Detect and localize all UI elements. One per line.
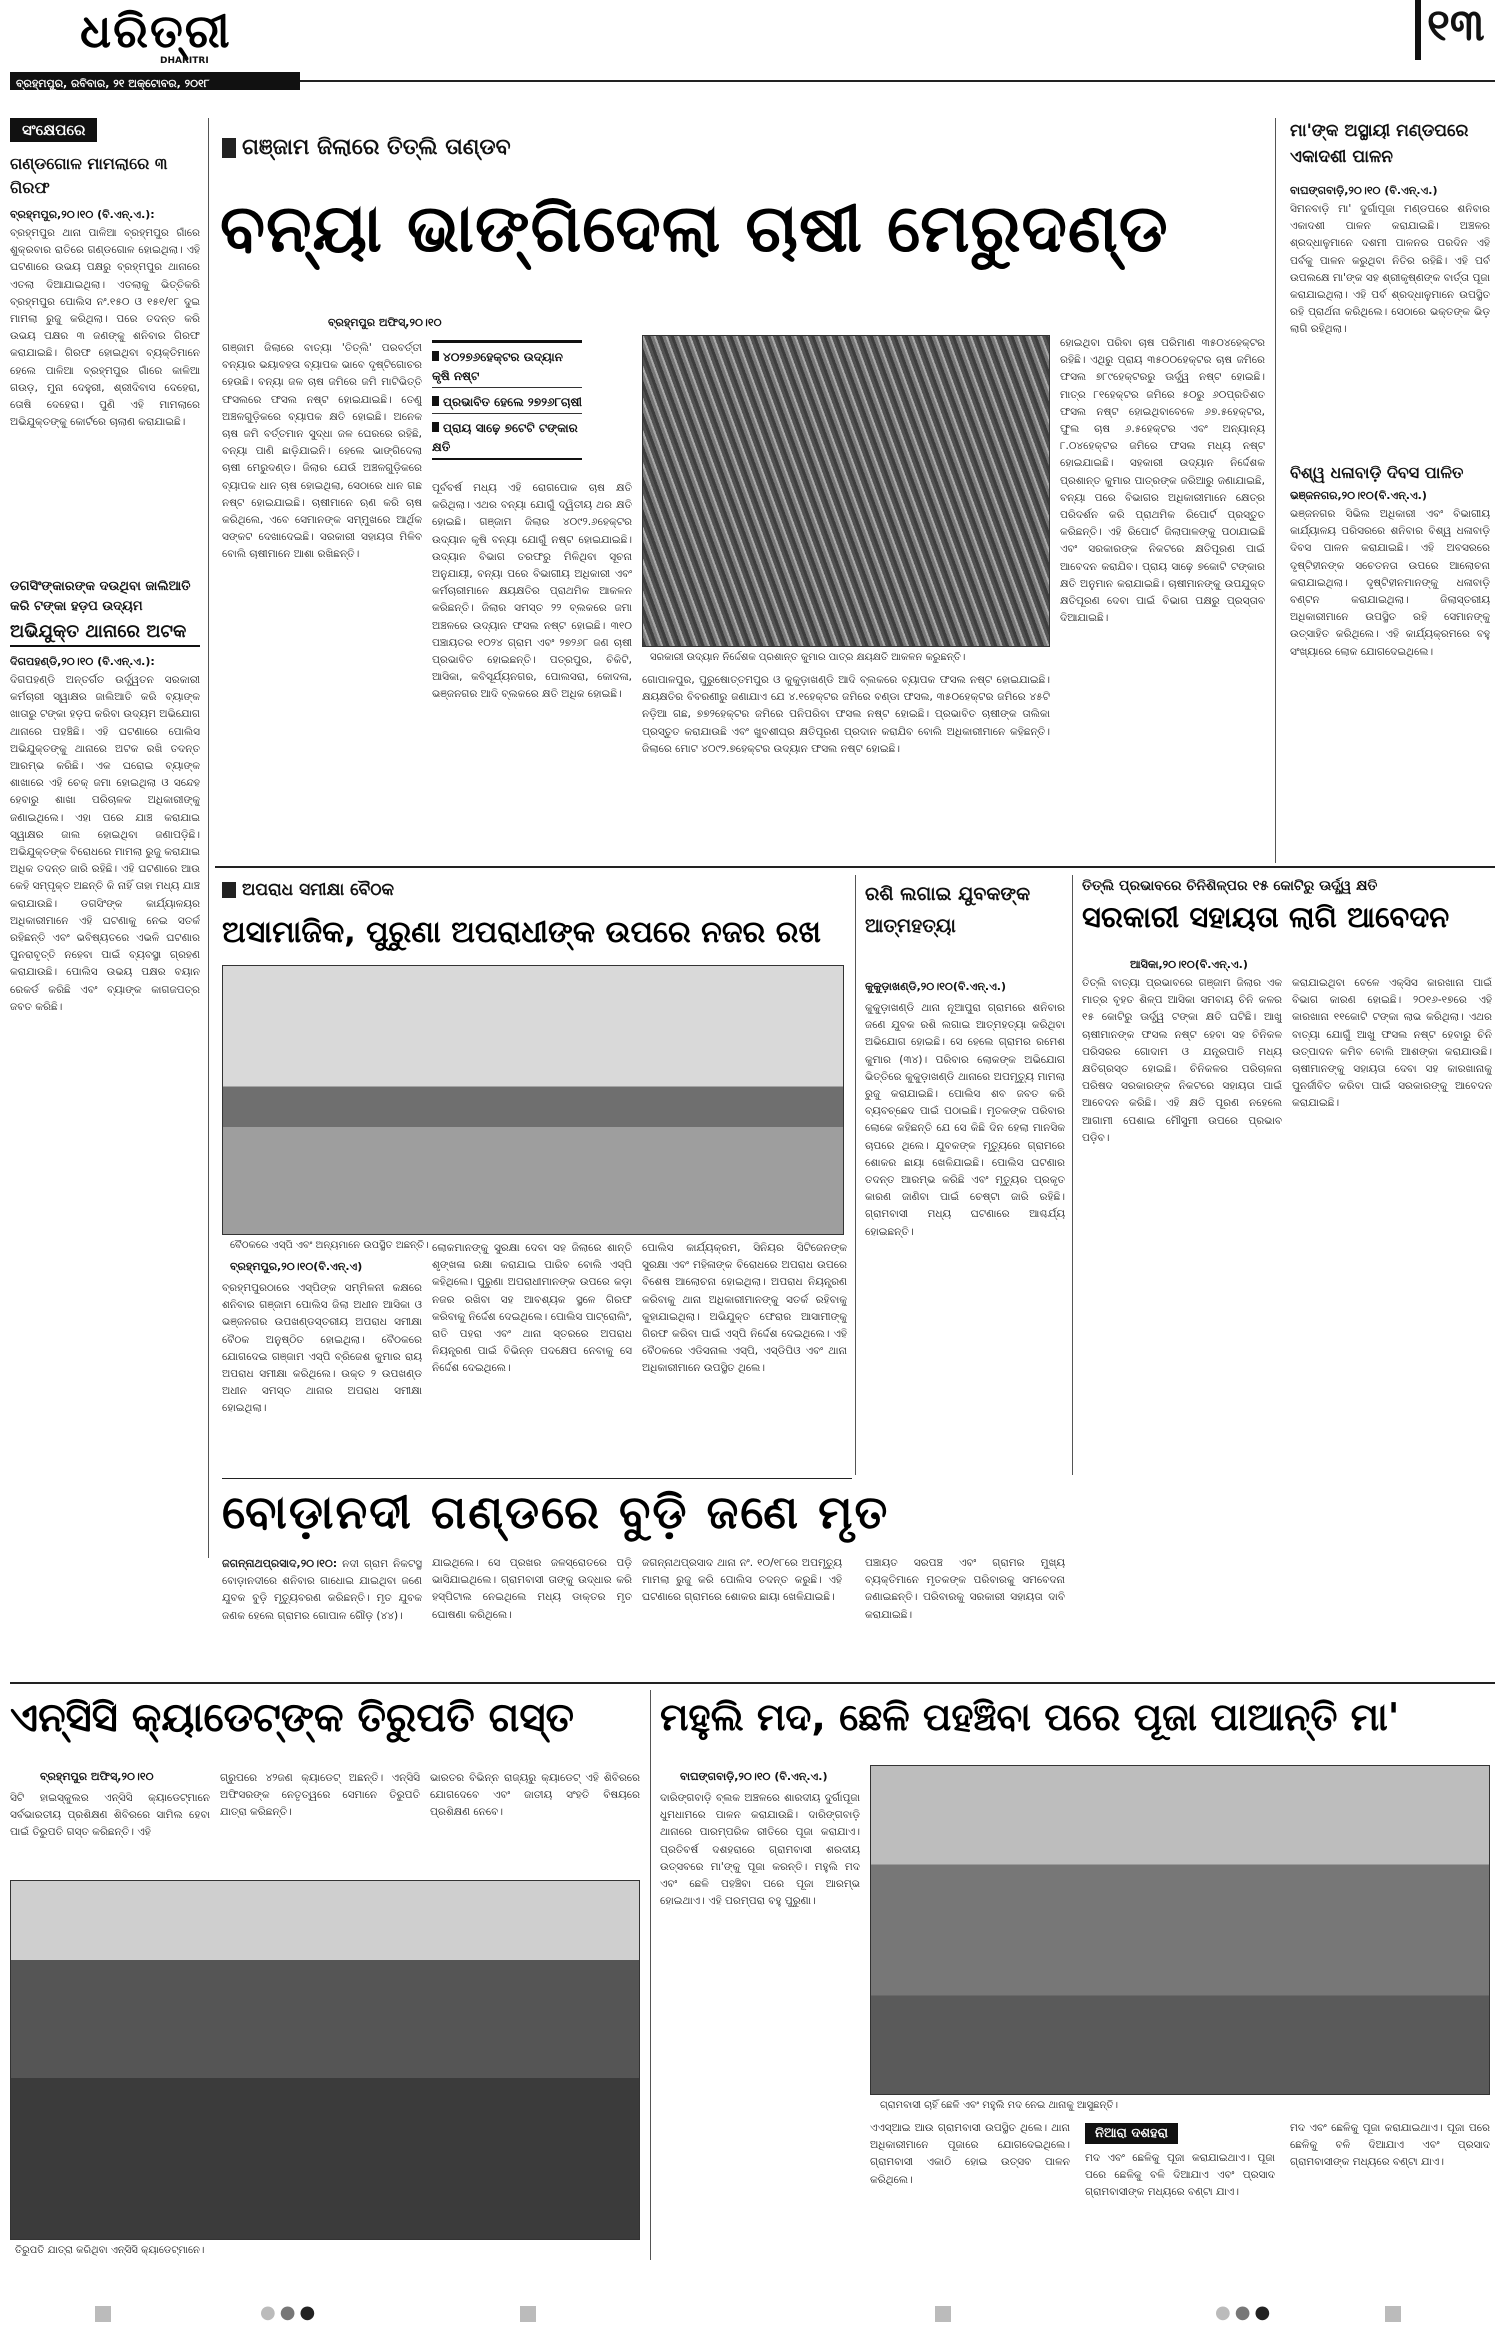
brief-item2-body: ଦିଗପହଣ୍ଡି ଅନ୍ତର୍ଗତ ଉର୍ଦ୍ଧ୍ୱତନ ସରକାରୀ କର୍ମଚାରୀ ସ୍ୱାକ୍ଷର ଜାଲିଆତି କରି ବ୍ୟାଙ୍କ ଖାତାରୁ ଟଙ୍କା ହଡ଼ପ କରିବା ଉଦ୍ୟମ ଅଭିଯୋଗ ଥାନାରେ ପହଞ୍ଚିଛି। ଏହି ଘଟଣାରେ ପୋଲିସ ଅଭିଯୁକ୍ତଙ୍କୁ ଥାନାରେ ଅଟକ ରଖି ତଦନ୍ତ ଆରମ୍ଭ କରିଛି। ଏକ ଘରୋଇ ବ୍ୟାଙ୍କ ଶାଖାରେ ଏହି ଚେକ୍ ଜମା ହୋଇଥିଲା ଓ ସନ୍ଦେହ ହେବାରୁ ଶାଖା ପରିଚାଳକ ଅଧିକାରୀଙ୍କୁ ଜଣାଇଥିଲେ। ଏହା ପରେ ଯାଞ୍ଚ କରାଯାଇ ସ୍ୱାକ୍ଷର ଜାଲ ହୋଇଥିବା ଜଣାପଡ଼ିଛି। ଅଭିଯୁକ୍ତଙ୍କ ବିରୋଧରେ ମାମଲା ରୁଜୁ କରାଯାଇ ଅଧିକ ତଦନ୍ତ ଜାରି ରହିଛି। ଏହି ଘଟଣାରେ ଆଉ କେହି ସମ୍ପୃକ୍ତ ଅଛନ୍ତି କି ନାହିଁ ତାହା ମଧ୍ୟ ଯାଞ୍ଚ କରାଯାଉଛି। ଡଗସିଂଙ୍କ କାର୍ଯ୍ୟାଳୟର ଅଧିକାରୀମାନେ ଏହି ଘଟଣାକୁ ନେଇ ସତର୍କ ରହିଛନ୍ତି ଏବଂ ଭବିଷ୍ୟତରେ ଏଭଳି ଘଟଣାର ପୁନରାବୃତ୍ତି ନହେବା ପାଇଁ ବ୍ୟବସ୍ଥା ଗ୍ରହଣ କରାଯାଉଛି। ପୋଲିସ ଉଭୟ ପକ୍ଷର ବୟାନ ରେକର୍ଡ କରିଛି ଏବଂ ବ୍ୟାଙ୍କ କାଗଜପତ୍ର ଜବତ କରିଛି। <box>10 674 200 1013</box>
footer-registration-marks-1 <box>260 2302 319 2323</box>
puja-tag-box <box>1085 2122 1178 2144</box>
puja-col1: ଦାରିଙ୍ଗବାଡ଼ି ବ୍ଲକ ଅଞ୍ଚଳରେ ଶାରଦୀୟ ଦୁର୍ଗାପୂଜା ଧୁମଧାମରେ ପାଳନ କରାଯାଉଛି। ଦାରିଙ୍ଗବାଡ଼ି ଥାନାରେ ପାରମ୍ପରିକ ରୀତିରେ ପୂଜା କରାଯାଏ। ପ୍ରତିବର୍ଷ ଦଶହରାରେ ଗ୍ରାମବାସୀ ଶରଦୀୟ ଉତ୍ସବରେ ମା'ଙ୍କୁ ପୂଜା କରନ୍ତି। ମହୁଲି ମଦ ଏବଂ ଛେଳି ପହଞ୍ଚିବା ପରେ ପୂଜା ଆରମ୍ଭ ହୋଇଥାଏ। ଏହି ପରମ୍ପରା ବହୁ ପୁରୁଣା। <box>660 1792 860 1908</box>
lead-kicker <box>222 135 511 160</box>
lead-photo-caption: ସରକାରୀ ଉଦ୍ୟାନ ନିର୍ଦ୍ଦେଶକ ପ୍ରଶାନ୍ତ କୁମାର ପାତ୍ର କ୍ଷୟକ୍ଷତି ଆକଳନ କରୁଛନ୍ତି। <box>650 652 966 663</box>
aid-kicker: ତିତ୍‌ଲି ପ୍ରଭାବରେ ଚିନିଶିଳ୍ପର ୧୫ କୋଟିରୁ ଊର୍ଦ୍ଧ୍ୱ କ୍ଷତି <box>1082 878 1378 894</box>
brief-divider <box>208 118 209 1558</box>
masthead <box>0 0 1500 90</box>
registration-mark-icon: ● <box>299 2302 320 2323</box>
right-top-body: ସିମନବାଡ଼ି ମା' ଦୁର୍ଗାପୂଜା ମଣ୍ଡପରେ ଶନିବାର ଏକାଦଶୀ ପାଳନ କରାଯାଇଛି। ଅଞ୍ଚଳର ଶ୍ରଦ୍ଧାଳୁମାନେ ଦଶମୀ ପାଳନର ପରଦିନ ଏହି ପର୍ବକୁ ପାଳନ କରୁଥିବା ନିତିର ରହିଛି। ଏହି ପର୍ବ ଉପଲକ୍ଷେ ମା'ଙ୍କ ସହ ଶ୍ରୀକୃଷ୍ଣଙ୍କ ବାର୍ତ୍ତା ପୂଜା କରାଯାଇଥିଲା। ଏହି ପର୍ବ ଶ୍ରଦ୍ଧାଳୁମାନେ ଉପସ୍ଥିତ ରହି ପ୍ରାର୍ଥନା କରିଥିଲେ। ସେଠାରେ ଭକ୍ତଙ୍କ ଭିଡ଼ ଲାଗି ରହିଥିଲା। <box>1290 203 1490 336</box>
lead-stat-2-text: ପ୍ରଭାବିତ ହେଲେ ୨୭୨୬୮ଚାଷୀ <box>443 395 582 409</box>
stat-bullet-icon <box>432 351 439 361</box>
registration-mark-icon: ● <box>260 2302 280 2323</box>
crime-photo <box>222 965 844 1235</box>
drown-col1-text: ନଦୀ ଗ୍ରାମ ନିକଟସ୍ଥ ବୋଡ଼ାନଦୀରେ ଶନିବାର ଗାଧୋଇ ଯାଇଥିବା ଜଣେ ଯୁବକ ବୁଡ଼ି ମୃତ୍ୟୁବରଣ କରିଛନ୍ତି। ମୃତ ଯୁବକ ଜଣକ ହେଲେ ଗ୍ରାମର ଗୋପାଳ ଗୌଡ଼ (୪୪)। <box>222 1558 422 1622</box>
page-number: ୧୩ <box>1427 0 1485 51</box>
aid-headline: ସରକାରୀ ସହାୟତା ଲାଗି ଆବେଦନ <box>1082 900 1450 934</box>
crime-col1: ବ୍ରହ୍ମପୁରଠାରେ ଏସ୍‌ପିଙ୍କ ସମ୍ମିଳନୀ କକ୍ଷରେ ଶନିବାର ଗଞ୍ଜାମ ପୋଲିସ ଜିଲା ଅଧୀନ ଆସିକା ଓ ଭଞ୍ଜନଗର ଉପଖଣ୍ଡସ୍ତରୀୟ ଅପରାଧ ସମୀକ୍ଷା ବୈଠକ ଅନୁଷ୍ଠିତ ହୋଇଥିଲା। ବୈଠକରେ ଯୋଗଦେଇ ଗଞ୍ଜାମ ଏସ୍‌ପି ବ୍ରିଜେଶ କୁମାର ରାୟ ଅପରାଧ ସମୀକ୍ଷା କରିଥିଲେ। ଉକ୍ତ ୨ ଉପଖଣ୍ଡ ଅଧୀନ ସମସ୍ତ ଥାନାର ଅପରାଧ ସମୀକ୍ଷା ହୋଇଥିଲା। <box>222 1282 422 1415</box>
puja-photo <box>870 1765 1490 2095</box>
footer-gray-block-1 <box>95 2306 111 2322</box>
aid-col1: ତିତ୍‌ଲି ବାତ୍ୟା ପ୍ରଭାବରେ ଗଞ୍ଜାମ ଜିଲାର ଏକ ମାତ୍ର ବୃହତ ଶିଳ୍ପ ଆସିକା ସମବାୟ ଚିନି କଳର ୧୫ କୋଟିରୁ ଊର୍ଦ୍ଧ୍ୱ ଟଙ୍କା କ୍ଷତି ଘଟିଛି। ଆଖୁ ଚାଷୀମାନଙ୍କ ଫସଲ ନଷ୍ଟ ହେବା ସହ ଚିନିକଳ ପରିସରର ଗୋଦାମ ଓ ଯନ୍ତ୍ରପାତି ମଧ୍ୟ କ୍ଷତିଗ୍ରସ୍ତ ହୋଇଛି। ଚିନିକଳର ପରିଚାଳନା ପରିଷଦ ସରକାରଙ୍କ ନିକଟରେ ସହାୟତା ପାଇଁ ଆବେଦନ କରିଛି। ଏହି କ୍ଷତି ପୂରଣ ନହେଲେ ଆଗାମୀ ପେଶାଇ ମୌସୁମୀ ଉପରେ ପ୍ରଭାବ ପଡ଼ିବ। <box>1082 977 1282 1144</box>
registration-mark-icon: ● <box>1215 2302 1235 2323</box>
masthead-logo-sub: DHARITRI <box>160 56 209 66</box>
aid-dateline: ଆସିକା,୨୦।୧୦(ବି.ଏନ୍.ଏ.) <box>1130 958 1248 971</box>
kicker-bullet-icon <box>222 882 236 898</box>
lead-col3: ଗୋପାଳପୁର, ପୁରୁଷୋତ୍ତମପୁର ଓ କୁକୁଡ଼ାଖଣ୍ଡି ଆଦି ବ୍ଲକରେ ବ୍ୟାପକ ଫସଲ ନଷ୍ଟ ହୋଇଯାଇଛି। କ୍ଷୟକ୍ଷତିର ବିବରଣୀରୁ ଜଣାଯାଏ ଯେ ୪.୧ହେକ୍ଟର ଜମିରେ ବଣ୍ଡା ଫସଲ, ୩୫୦ହେକ୍ଟର ଜମିରେ ୪୫ଟି ନଡ଼ିଆ ଗଛ, ୭୭୨ହେକ୍ଟର ଜମିରେ ପନିପରିବା ଫସଲ ନଷ୍ଟ ହୋଇଛି। ପ୍ରଭାବିତ ଚାଷୀଙ୍କ ତାଲିକା ପ୍ରସ୍ତୁତ କରାଯାଉଛି ଏବଂ ଖୁବଶୀଘ୍ର କ୍ଷତିପୂରଣ ପ୍ରଦାନ କରାଯିବ ବୋଲି ଅଧିକାରୀମାନେ କହିଛନ୍ତି। ଜିଲାରେ ମୋଟ ୪୦୯୨.୭ହେକ୍ଟର ଉଦ୍ୟାନ ଫସଲ ନଷ୍ଟ ହୋଇଛି। <box>642 674 1050 755</box>
masthead-logo: ଧରିତ୍ରୀ <box>80 4 232 58</box>
right-top-item2-headline: ବିଶ୍ୱ ଧଳାବାଡ଼ି ଦିବସ ପାଳିତ <box>1290 463 1464 482</box>
right-divider <box>1275 118 1276 863</box>
lead-stat-3-text: ପ୍ରାୟ ସାଢ଼େ ୭ଟେଟି ଟଙ୍କାର କ୍ଷତି <box>432 421 578 454</box>
suicide-headline: ରଶି ଲଗାଇ ଯୁବକଙ୍କ ଆତ୍ମହତ୍ୟା <box>865 883 1031 937</box>
section-tag-brief: ସଂକ୍ଷେପରେ <box>10 118 97 142</box>
puja-photo-caption: ଗ୍ରାମବାସୀ ଚାହିଁ ଛେଳି ଏବଂ ମହୁଲି ମଦ ନେଇ ଥାନାକୁ ଆସୁଛନ୍ତି। <box>880 2100 1118 2111</box>
drown-col3: ଜଗନ୍ନାଥପ୍ରସାଦ ଥାନା ନଂ. ୧୦/୧୮ରେ ଅପମୃତ୍ୟୁ ମାମଲା ରୁଜୁ କରି ପୋଲିସ ତଦନ୍ତ କରୁଛି। ଏହି ଘଟଣାରେ ଗ୍ରାମରେ ଶୋକର ଛାୟା ଖେଳିଯାଇଛି। <box>642 1557 842 1604</box>
suicide-dateline: କୁକୁଡ଼ାଖଣ୍ଡି,୨୦।୧୦(ବି.ଏନ୍.ଏ.) <box>865 980 1007 993</box>
right-top-dateline: ବାଘଙ୍ଗବାଡ଼ି,୨୦।୧୦ (ବି.ଏନ୍.ଏ.) <box>1290 184 1438 197</box>
drown-dateline: ଜଗନ୍ନାଥପ୍ରସାଦ,୨୦।୧୦: <box>222 1557 338 1570</box>
puja-headline: ମହୁଲି ମଦ, ଛେଳି ପହଞ୍ଚିବା ପରେ ପୂଜା ପାଆନ୍ତି ମା' <box>660 1695 1400 1739</box>
brief-item2-kicker: ଡଗସିଂଙ୍କାରଙ୍କ ଦଉଥିବା ଜାଲିଆତି କରି ଟଙ୍କା ହଡ଼ପ ଉଦ୍ୟମ <box>10 579 191 614</box>
footer-gray-block-4 <box>1385 2306 1401 2322</box>
masthead-rule <box>300 80 1495 82</box>
footer-registration-marks-2 <box>1215 2302 1274 2323</box>
section-rule-2 <box>222 1478 852 1479</box>
footer-gray-block-2 <box>520 2306 536 2322</box>
right-top-item2-body: ଭଞ୍ଜନଗର ସିଭିଲ ଅଧିକାରୀ ଏବଂ ବିଭାଗୀୟ କାର୍ଯ୍ୟାଳୟ ପରିସରରେ ଶନିବାର ବିଶ୍ୱ ଧଳାବାଡ଼ି ଦିବସ ପାଳନ କରାଯାଇଛି। ଏହି ଅବସରରେ ଦୃଷ୍ଟିହୀନଙ୍କ ସଚେତନତା ଉପରେ ଆଲୋଚନା କରାଯାଇଥିଲା। ଦୃଷ୍ଟିହୀନମାନଙ୍କୁ ଧଳାବାଡ଼ି ବଣ୍ଟନ କରାଯାଇଥିଲା। ଜିଲାସ୍ତରୀୟ ଅଧିକାରୀମାନେ ଉପସ୍ଥିତ ରହି ସେମାନଙ୍କୁ ଉତ୍ସାହିତ କରିଥିଲେ। ଏହି କାର୍ଯ୍ୟକ୍ରମରେ ବହୁ ସଂଖ୍ୟାରେ ଲୋକ ଯୋଗଦେଇଥିଲେ। <box>1290 508 1490 658</box>
crime-col3: ପୋଲିସ କାର୍ଯ୍ୟକ୍ରମ, ସିନିୟର ସିଟିଜେନଙ୍କ ସୁରକ୍ଷା ଏବଂ ମହିଳାଙ୍କ ବିରୋଧରେ ଅପରାଧ ଉପରେ ବିଶେଷ ଆଲୋଚନା ହୋଇଥିଲା। ଅପରାଧ ନିୟନ୍ତ୍ରଣ କରିବାକୁ ଥାନା ଅଧିକାରୀମାନଙ୍କୁ ସତର୍କ ରହିବାକୁ କୁହାଯାଇଥିଲା। ଅଭିଯୁକ୍ତ ଫେରାର ଆସାମୀଙ୍କୁ ଗିରଫ କରିବା ପାଇଁ ଏସ୍‌ପି ନିର୍ଦ୍ଦେଶ ଦେଇଥିଲେ। ଏହି ବୈଠକରେ ଏଡିସନାଲ ଏସ୍‌ପି, ଏସ୍‌ଡିପିଓ ଏବଂ ଥାନା ଅଧିକାରୀମାନେ ଉପସ୍ଥିତ ଥିଲେ। <box>642 1242 847 1375</box>
lead-stat-2 <box>432 388 582 414</box>
lead-stat-1 <box>432 343 582 388</box>
lead-headline: ବନ୍ୟା ଭାଙ୍ଗିଦେଲା ଚାଷୀ ମେରୁଦଣ୍ଡ <box>220 190 1169 267</box>
ncc-headline: ଏନ୍‌ସିସି କ୍ୟାଡେଟ୍‌ଙ୍କ ତିରୁପତି ଗସ୍ତ <box>10 1695 574 1741</box>
lead-stat-1-text: ୪୦୨୭୬ହେକ୍ଟର ଉଦ୍ୟାନ କୃଷି ନଷ୍ଟ <box>432 350 563 383</box>
brief-column <box>10 118 200 1418</box>
lead-stat-3 <box>432 414 582 460</box>
crime-dateline: ବ୍ରହ୍ମପୁର,୨୦।୧୦(ବି.ଏନ୍.ଏ) <box>230 1260 363 1273</box>
stat-bullet-icon <box>432 396 439 406</box>
drown-col2: ଯାଇଥିଲେ। ସେ ପ୍ରଖର ଜଳସ୍ରୋତରେ ପଡ଼ି ଭାସିଯାଇଥିଲେ। ଗ୍ରାମବାସୀ ତାଙ୍କୁ ଉଦ୍ଧାର କରି ହସ୍ପିଟାଲ ନେଇଥିଲେ ମଧ୍ୟ ଡାକ୍ତର ମୃତ ଘୋଷଣା କରିଥିଲେ। <box>432 1557 632 1621</box>
crime-kicker <box>222 880 394 900</box>
drown-col4: ପଞ୍ଚାୟତ ସରପଞ୍ଚ ଏବଂ ଗ୍ରାମର ମୁଖ୍ୟ ବ୍ୟକ୍ତିମାନେ ମୃତକଙ୍କ ପରିବାରକୁ ସମବେଦନା ଜଣାଇଛନ୍ତି। ପରିବାରକୁ ସରକାରୀ ସହାୟତା ଦାବି କରାଯାଇଛି। <box>865 1557 1065 1621</box>
registration-mark-icon: ● <box>1254 2302 1275 2323</box>
suicide-body: କୁକୁଡ଼ାଖଣ୍ଡି ଥାନା ନୂଆପୁରା ଗ୍ରାମରେ ଶନିବାର ଜଣେ ଯୁବକ ରଶି ଲଗାଇ ଆତ୍ମହତ୍ୟା କରିଥିବା ଅଭିଯୋଗ ହୋଇଛି। ସେ ହେଲେ ଗ୍ରାମର ରମେଶ କୁମାର (୩୪)। ପରିବାର ଲୋକଙ୍କ ଅଭିଯୋଗ ଭିତ୍ତିରେ କୁକୁଡ଼ାଖଣ୍ଡି ଥାନାରେ ଅପମୃତ୍ୟୁ ମାମଲା ରୁଜୁ କରାଯାଇଛି। ପୋଲିସ ଶବ ଜବତ କରି ବ୍ୟବଚ୍ଛେଦ ପାଇଁ ପଠାଇଛି। ମୃତକଙ୍କ ପରିବାର ଲୋକେ କହିଛନ୍ତି ଯେ ସେ କିଛି ଦିନ ହେଲା ମାନସିକ ଚାପରେ ଥିଲେ। ଯୁବକଙ୍କ ମୃତ୍ୟୁରେ ଗ୍ରାମରେ ଶୋକର ଛାୟା ଖେଳିଯାଇଛି। ପୋଲିସ ଘଟଣାର ତଦନ୍ତ ଆରମ୍ଭ କରିଛି ଏବଂ ମୃତ୍ୟୁର ପ୍ରକୃତ କାରଣ ଜାଣିବା ପାଇଁ ଚେଷ୍ଟା ଜାରି ରହିଛି। ଗ୍ରାମବାସୀ ମଧ୍ୟ ଘଟଣାରେ ଆଶ୍ଚର୍ଯ୍ୟ ହୋଇଛନ୍ତି। <box>865 1002 1065 1238</box>
crime-divider <box>855 875 856 1475</box>
drown-col1 <box>222 1555 422 1675</box>
brief-item2-dateline: ଦିଗପହଣ୍ଡି,୨୦।୧୦ (ବି.ଏନ୍.ଏ.): <box>10 655 155 668</box>
crime-kicker-text: ଅପରାଧ ସମୀକ୍ଷା ବୈଠକ <box>242 880 395 900</box>
lead-col4: ହୋଇଥିବା ପରିବା ଚାଷ ପରିମାଣ ୩୫୦୪ହେକ୍ଟର ରହିଛି। ଏଥିରୁ ପ୍ରାୟ ୩୫୦୦ହେକ୍ଟର ଚାଷ ଜମିରେ ଫସଲ ୭୮୯ହେକ୍ଟରରୁ ଊର୍ଦ୍ଧ୍ୱ ନଷ୍ଟ ହୋଇଛି। ମାତ୍ର ୮୧ହେକ୍ଟର ଜମିରେ ୫୦ରୁ ୬୦ପ୍ରତିଶତ ଫସଲ ନଷ୍ଟ ହୋଇଥିବାବେଳେ ୬୭.୫ହେକ୍ଟର, ଫୁଲ ଚାଷ ୬.୫ହେକ୍ଟର ଏବଂ ଅନ୍ୟାନ୍ୟ ୮.୦୪ହେକ୍ଟର ଜମିରେ ଫସଲ ମଧ୍ୟ ନଷ୍ଟ ହୋଇଯାଇଛି। ସହକାରୀ ଉଦ୍ୟାନ ନିର୍ଦ୍ଦେଶକ ପ୍ରଶାନ୍ତ କୁମାର ପାତ୍ରଙ୍କ ଜରିଆରୁ ଜଣାଯାଇଛି, ବନ୍ୟା ପରେ ବିଭାଗର ଅଧିକାରୀମାନେ କ୍ଷେତ୍ର ପରିଦର୍ଶନ କରି ପ୍ରାଥମିକ ରିପୋର୍ଟ ପ୍ରସ୍ତୁତ କରିଛନ୍ତି। ଏହି ରିପୋର୍ଟ ଜିଲାପାଳଙ୍କୁ ପଠାଯାଇଛି ଏବଂ ସରକାରଙ୍କ ନିକଟରେ କ୍ଷତିପୂରଣ ପାଇଁ ଆବେଦନ କରାଯିବ। ପ୍ରାୟ ସାଢ଼େ ୭କୋଟି ଟଙ୍କାର କ୍ଷତି ଅନୁମାନ କରାଯାଇଛି। ଚାଷୀମାନଙ୍କୁ ଉପଯୁକ୍ତ କ୍ଷତିପୂରଣ ଦେବା ପାଇଁ ବିଭାଗ ପକ୍ଷରୁ ପ୍ରସ୍ତାବ ଦିଆଯାଇଛି। <box>1060 337 1265 625</box>
lead-kicker-text: ଗଞ୍ଜାମ ଜିଲାରେ ତିତ୍‌ଲି ତାଣ୍ଡବ <box>242 135 511 160</box>
brief-item1-body: ବ୍ରହ୍ମପୁର ଥାନା ପାଳିଆ ବ୍ରହ୍ମପୁର ଗାଁରେ ଶୁକ୍ରବାର ରାତିରେ ଗଣ୍ଡଗୋଳ ହୋଇଥିଲା। ଏହି ଘଟଣାରେ ଉଭୟ ପକ୍ଷରୁ ବ୍ରହ୍ମପୁର ଥାନାରେ ଏତଲା ଦିଆଯାଇଥିଲା। ଏତଲାକୁ ଭିତ୍ତିକରି ବ୍ରହ୍ମପୁର ପୋଲିସ ନଂ.୧୫୦ ଓ ୧୫୧/୧୮ ଦୁଇ ମାମଲା ରୁଜୁ କରିଥିଲା। ପରେ ତଦନ୍ତ କରି ଉଭୟ ପକ୍ଷର ୩ ଜଣଙ୍କୁ ଶନିବାର ଗିରଫ କରାଯାଇଛି। ଗିରଫ ହୋଇଥିବା ବ୍ୟକ୍ତିମାନେ ହେଲେ ପାଳିଆ ବ୍ରହ୍ମପୁର ଗାଁରେ କାଳିଆ ଗଉଡ଼, ମୁନା ଦେହୁରୀ, ଶ୍ରୀଦିବାସ ଦେହେରା, ତୋଷି ଦେହେରା। ପୁଣି ଏହି ମାମଲାରେ ଅଭିଯୁକ୍ତଙ୍କୁ କୋର୍ଟରେ ଚାଲାଣ କରାଯାଇଛି। <box>10 227 200 429</box>
footer-gray-block-3 <box>935 2306 951 2322</box>
puja-col4: ମଦ ଏବଂ ଛେଳିକୁ ପୂଜା କରାଯାଇଥାଏ। ପୂଜା ପରେ ଛେଳିକୁ ବଳି ଦିଆଯାଏ ଏବଂ ପ୍ରସାଦ ଗ୍ରାମବାସୀଙ୍କ ମଧ୍ୟରେ ବଣ୍ଟା ଯାଏ। <box>1290 2122 1490 2169</box>
ncc-col2: ଗ୍ରୁପରେ ୪୨ଜଣ କ୍ୟାଡେଟ୍ ଅଛନ୍ତି। ଏନ୍‌ସିସି ଅଫିସରଙ୍କ ନେତୃତ୍ୱରେ ସେମାନେ ତିରୁପତି ଯାତ୍ରା କରିଛନ୍ତି। <box>220 1772 420 1819</box>
section-rule-1 <box>215 866 1495 868</box>
lead-col1: ଗଞ୍ଜାମ ଜିଲାରେ ବାତ୍ୟା 'ତିତ୍‌ଲି' ପରବର୍ତ୍ତୀ ବନ୍ୟାର ଭୟାବହତା ବ୍ୟାପକ ଭାବେ ଦୃଷ୍ଟିଗୋଚର ହେଉଛି। ବନ୍ୟା ଜଳ ଚାଷ ଜମିରେ ଜମି ମାଟିଭିତ୍ତି ଫସଲରେ ଫସଲ ନଷ୍ଟ ହୋଇଯାଇଛି। ତେଣୁ ଅଞ୍ଚଳଗୁଡ଼ିକରେ ବ୍ୟାପକ କ୍ଷତି ହୋଇଛି। ଅନେକ ଚାଷ ଜମି ବର୍ତ୍ତମାନ ସୁଦ୍ଧା ଜଳ ଘେରରେ ରହିଛି, ବନ୍ୟା ପାଣି ଛାଡ଼ିଯାଇନି। ହେଲେ ଭାଙ୍ଗିଦେଲା ଚାଷୀ ମେରୁଦଣ୍ଡ। ଜିଲାର ଯେଉଁ ଅଞ୍ଚଳଗୁଡ଼ିକରେ ବ୍ୟାପକ ଧାନ ଚାଷ ହୋଇଥିଲା, ସେଠାରେ ଧାନ ଗଛ ନଷ୍ଟ ହୋଇଯାଇଛି। ଚାଷୀମାନେ ଋଣ କରି ଚାଷ କରିଥିଲେ, ଏବେ ସେମାନଙ୍କ ସମ୍ମୁଖରେ ଆର୍ଥିକ ସଙ୍କଟ ଦେଖାଦେଇଛି। ସରକାରୀ ସହାୟତା ମିଳିବ ବୋଲି ଚାଷୀମାନେ ଆଶା ରଖିଛନ୍ତି। <box>222 342 422 561</box>
section-rule-3 <box>10 1682 1495 1684</box>
right-top-item2-dateline: ଭଞ୍ଜନଗର,୨୦।୧୦(ବି.ଏନ୍.ଏ.) <box>1290 489 1427 502</box>
right-top-headline: ମା'ଙ୍କ ଅସ୍ଥାୟୀ ମଣ୍ଡପରେ ଏକାଦଶୀ ପାଳନ <box>1290 121 1469 167</box>
aid-col2: କରାଯାଇଥିବା ବେଳେ ଏକ୍ସିସ କାରଖାନା ପାଇଁ ବିଭାଗ କାରଣ ହୋଇଛି। ୨୦୧୬-୧୭ରେ ଏହି କାରଖାନା ୧୧କୋଟି ଟଙ୍କା ଲାଭ କରିଥିଲା। ଏଥର ବାତ୍ୟା ଯୋଗୁଁ ଆଖୁ ଫସଲ ନଷ୍ଟ ହେବାରୁ ଚିନି ଉତ୍ପାଦନ କମିବ ବୋଲି ଆଶଙ୍କା କରାଯାଉଛି। ଚାଷୀମାନଙ୍କୁ ସହାୟତା ଦେବା ସହ କାରଖାନାକୁ ପୁନର୍ଜୀବିତ କରିବା ପାଇଁ ସରକାରଙ୍କୁ ଆବେଦନ କରାଯାଇଛି। <box>1292 977 1492 1110</box>
puja-tag: ନିଆରା ଦଶହରା <box>1085 2123 1178 2144</box>
brief-item1-dateline: ବ୍ରହ୍ମପୁର,୨୦।୧୦ (ବି.ଏନ୍.ଏ.): <box>10 208 155 221</box>
ncc-col3: ଭାରତର ବିଭିନ୍ନ ରାଜ୍ୟରୁ କ୍ୟାଡେଟ୍ ଏହି ଶିବିରରେ ଯୋଗଦେବେ ଏବଂ ଜାତୀୟ ସଂହତି ବିଷୟରେ ପ୍ରଶିକ୍ଷଣ ନେବେ। <box>430 1772 640 1819</box>
kicker-bullet-icon <box>222 138 236 158</box>
registration-mark-icon: ● <box>279 2302 300 2323</box>
drown-headline: ବୋଡ଼ାନଦୀ ଗଣ୍ଡରେ ବୁଡ଼ି ଜଣେ ମୃତ <box>222 1485 890 1539</box>
lead-dateline: ବ୍ରହ୍ମପୁର ଅଫିସ୍,୨୦।୧୦ <box>328 316 442 329</box>
crime-headline: ଅସାମାଜିକ, ପୁରୁଣା ଅପରାଧୀଙ୍କ ଉପରେ ନଜର ରଖ <box>222 915 821 950</box>
puja-col2: ଏଏସ୍‌ଆଇ ଆଉ ଗ୍ରାମବାସୀ ଉପସ୍ଥିତ ଥିଲେ। ଥାନା ଅଧିକାରୀମାନେ ପୂଜାରେ ଯୋଗଦେଇଥିଲେ। ଗ୍ରାମବାସୀ ଏକାଠି ହୋଇ ଉତ୍ସବ ପାଳନ କରିଥିଲେ। <box>870 2122 1070 2186</box>
lead-stats-box <box>432 340 582 475</box>
puja-col3: ମଦ ଏବଂ ଛେଳିକୁ ପୂଜା କରାଯାଇଥାଏ। ପୂଜା ପରେ ଛେଳିକୁ ବଳି ଦିଆଯାଏ ଏବଂ ପ୍ରସାଦ ଗ୍ରାମବାସୀଙ୍କ ମଧ୍ୟରେ ବଣ୍ଟା ଯାଏ। <box>1085 2152 1275 2199</box>
lead-col2: ପୂର୍ବବର୍ଷ ମଧ୍ୟ ଏହି ରୋଗପୋକ ଚାଷ କ୍ଷତି କରିଥିଲା। ଏଥର ବନ୍ୟା ଯୋଗୁଁ ଦ୍ୱିତୀୟ ଥର କ୍ଷତି ହୋଇଛି। ଗଞ୍ଜାମ ଜିଲାର ୪୦୯୨.୬ହେକ୍ଟର ଉଦ୍ୟାନ କୃଷି ବନ୍ୟା ଯୋଗୁଁ ନଷ୍ଟ ହୋଇଯାଇଛି। ଉଦ୍ୟାନ ବିଭାଗ ତରଫରୁ ମିଳିଥିବା ସୂଚନା ଅନୁଯାୟୀ, ବନ୍ୟା ପରେ ବିଭାଗୀୟ ଅଧିକାରୀ ଏବଂ କର୍ମଚାରୀମାନେ କ୍ଷୟକ୍ଷତିର ପ୍ରାଥମିକ ଆକଳନ କରିଛନ୍ତି। ଜିଲାର ସମସ୍ତ ୨୨ ବ୍ଲକରେ ଜମା ଅଞ୍ଚଳରେ ଉଦ୍ୟାନ ଫସଲ ନଷ୍ଟ ହୋଇଛି। ୩୧୦ ପଞ୍ଚାୟତର ୧୦୨୪ ଗ୍ରାମ ଏବଂ ୨୭୨୬୮ ଜଣ ଚାଷୀ ପ୍ରଭାବିତ ହୋଇଛନ୍ତି। ପତ୍ରପୁର, ଚିକିଟି, ଆସିକା, କବିସୂର୍ଯ୍ୟନଗର, ପୋଲସରା, କୋଦଳା, ଭଞ୍ଜନଗର ଆଦି ବ୍ଲକରେ କ୍ଷତି ଅଧିକ ହୋଇଛି। <box>432 482 632 701</box>
footer-strip <box>0 2300 1500 2330</box>
puja-dateline: ବାଘଙ୍ଗବାଡ଼ି,୨୦।୧୦ (ବି.ଏନ୍.ଏ.) <box>680 1770 828 1783</box>
dateline-bar <box>10 72 300 90</box>
ncc-photo <box>10 1880 640 2240</box>
ncc-divider <box>650 1690 651 2260</box>
brief-item2-headline: ଅଭିଯୁକ୍ତ ଥାନାରେ ଅଟକ <box>10 619 200 647</box>
right-top-column <box>1290 118 1490 858</box>
ncc-photo-caption: ତିରୁପତି ଯାତ୍ରା କରିଥିବା ଏନ୍‌ସିସି କ୍ୟାଡେଟ୍‌ମାନେ। <box>15 2245 205 2256</box>
page-number-box <box>1415 0 1490 60</box>
dateline-text: ବ୍ରହ୍ମପୁର, ରବିବାର, ୨୧ ଅକ୍ଟୋବର, ୨୦୧୮ <box>16 77 210 90</box>
ncc-dateline: ବ୍ରହ୍ମପୁର ଅଫିସ୍,୨୦।୧୦ <box>40 1770 154 1783</box>
crime-photo-caption: ବୈଠକରେ ଏସ୍‌ପି ଏବଂ ଅନ୍ୟମାନେ ଉପସ୍ଥିତ ଅଛନ୍ତି। <box>230 1240 429 1251</box>
suicide-divider <box>1072 875 1073 1475</box>
registration-mark-icon: ● <box>1234 2302 1255 2323</box>
crime-col2: ଲୋକମାନଙ୍କୁ ସୁରକ୍ଷା ଦେବା ସହ ଜିଲାରେ ଶାନ୍ତି ଶୃଙ୍ଖଳା ରକ୍ଷା କରାଯାଇ ପାରିବ ବୋଲି ଏସ୍‌ପି କହିଥିଲେ। ପୁରୁଣା ଅପରାଧୀମାନଙ୍କ ଉପରେ କଡ଼ା ନଜର ରଖିବା ସହ ଆବଶ୍ୟକ ସ୍ଥଳେ ଗିରଫ କରିବାକୁ ନିର୍ଦ୍ଦେଶ ଦେଇଥିଲେ। ପୋଲିସ ପାଟ୍ରୋଲିଂ, ରାତି ପହରା ଏବଂ ଥାନା ସ୍ତରରେ ଅପରାଧ ନିୟନ୍ତ୍ରଣ ପାଇଁ ବିଭିନ୍ନ ପଦକ୍ଷେପ ନେବାକୁ ସେ ନିର୍ଦ୍ଦେଶ ଦେଇଥିଲେ। <box>432 1242 632 1375</box>
lead-photo <box>642 335 1050 647</box>
ncc-col1: ସିଟି ହାଇସ୍କୁଲର ଏନ୍‌ସିସି କ୍ୟାଡେଟ୍‌ମାନେ ସର୍ବଭାରତୀୟ ପ୍ରଶିକ୍ଷଣ ଶିବିରରେ ସାମିଲ ହେବା ପାଇଁ ତିରୁପତି ଗସ୍ତ କରିଛନ୍ତି। ଏହି <box>10 1792 210 1839</box>
stat-bullet-icon <box>432 422 439 432</box>
brief-item1-headline: ଗଣ୍ଡଗୋଳ ମାମଲାରେ ୩ ଗିରଫ <box>10 154 168 197</box>
